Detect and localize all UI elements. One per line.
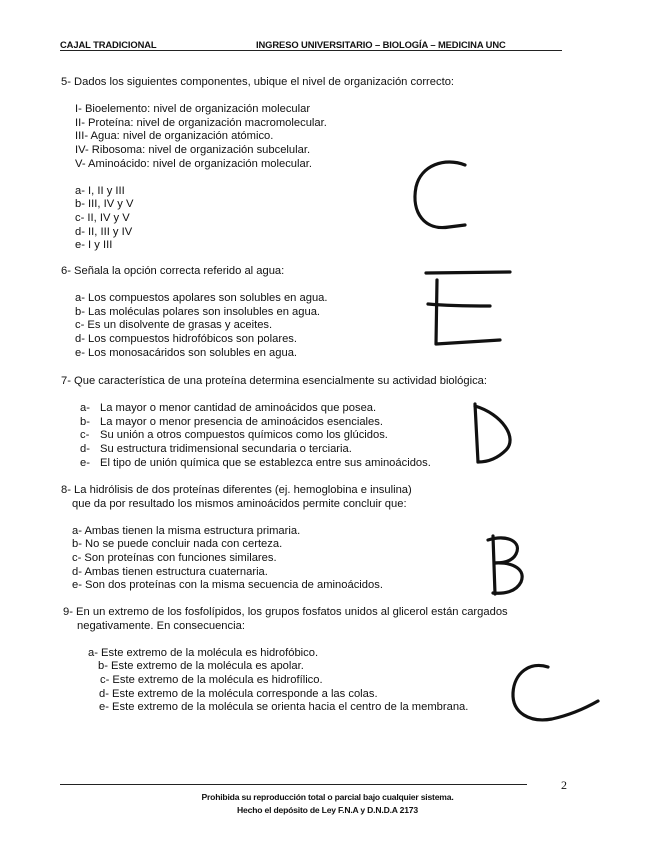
question-8-option-c: c- Son proteínas con funciones similares. — [72, 551, 277, 564]
handwritten-answer-q8 — [478, 532, 538, 602]
question-5-stem: 5- Dados los siguientes componentes, ubique el nivel de organización correcto: — [61, 76, 455, 88]
footer-line-1: Prohibida su reproducción total o parcial bajo cualquier sistema. — [201, 792, 454, 802]
question-5-option-c: c- II, IV y V — [75, 211, 130, 224]
question-7-option-c — [61, 429, 487, 443]
footer-divider — [60, 784, 527, 785]
question-8-option-d: d- Ambas tienen estructura cuaternaria. — [72, 565, 268, 578]
question-5-option-a: a- I, II y III — [75, 184, 125, 197]
question-5-option-e: e- I y III — [75, 239, 113, 252]
question-8 — [61, 484, 412, 593]
question-5-option-b: b- III, IV y V — [75, 198, 134, 211]
question-8-stem-line2: que da por resultado los mismos aminoácidos permite concluir que: — [72, 497, 407, 510]
option-letter: a- — [80, 402, 90, 415]
question-9-stem-line2: negativamente. En consecuencia: — [77, 619, 245, 632]
header-divider — [60, 50, 562, 51]
handwritten-answer-q7 — [462, 400, 522, 470]
question-6-option-e: e- Los monosacáridos son solubles en agua. — [75, 346, 298, 359]
footer-line-2: Hecho el depósito de Ley F.N.A y D.N.D.A 2173 — [237, 805, 418, 815]
question-9-option-b: b- Este extremo de la molécula es apolar. — [98, 660, 304, 673]
question-8-stem-line1: 8- La hidrólisis de dos proteínas diferentes (ej. hemoglobina e insulina) — [61, 484, 412, 496]
question-5-item: III- Agua: nivel de organización atómico. — [75, 130, 274, 143]
question-7-option-b — [61, 416, 487, 430]
question-6 — [61, 265, 328, 360]
handwritten-answer-q9 — [500, 655, 610, 735]
question-6-stem: 6- Señala la opción correcta referido al agua: — [61, 265, 285, 277]
header-center: INGRESO UNIVERSITARIO – BIOLOGÍA – MEDICINA UNC — [256, 39, 506, 50]
option-text: El tipo de unión química que se establezca entre sus aminoácidos. — [100, 456, 431, 469]
option-text: Su unión a otros compuestos químicos como los glúcidos. — [100, 429, 388, 442]
question-5-option-d: d- II, III y IV — [75, 225, 133, 238]
option-text: La mayor o menor presencia de aminoácidos esenciales. — [100, 415, 383, 428]
option-text: La mayor o menor cantidad de aminoácidos que posea. — [100, 402, 377, 415]
question-8-option-b: b- No se puede concluir nada con certeza. — [72, 538, 283, 551]
question-6-option-c: c- Es un disolvente de grasas y aceites. — [75, 319, 273, 332]
question-6-option-d: d- Los compuestos hidrofóbicos son polares. — [75, 332, 298, 345]
handwritten-answer-q6 — [420, 262, 520, 352]
question-9-option-e: e- Este extremo de la molécula se orienta hacia el centro de la membrana. — [99, 701, 469, 714]
question-9-option-d: d- Este extremo de la molécula corresponde a las colas. — [99, 687, 378, 700]
question-6-option-a: a- Los compuestos apolares son solubles en agua. — [75, 292, 328, 305]
question-5 — [61, 76, 454, 253]
question-7-option-a — [61, 402, 487, 416]
question-8-option-a: a- Ambas tienen la misma estructura primaria. — [72, 524, 301, 537]
question-5-item: II- Proteína: nivel de organización macromolecular. — [75, 116, 327, 129]
handwritten-answer-q5 — [405, 155, 485, 245]
question-5-item: V- Aminoácido: nivel de organización molecular. — [75, 157, 312, 170]
question-7-option-d — [61, 443, 487, 457]
option-letter: e- — [80, 456, 90, 469]
question-9 — [63, 606, 508, 715]
option-letter: b- — [80, 415, 90, 428]
question-7-stem: 7- Que característica de una proteína determina esencialmente su actividad biológica: — [61, 375, 487, 387]
option-letter: d- — [80, 442, 90, 455]
question-8-option-e: e- Son dos proteínas con la misma secuencia de aminoácidos. — [72, 579, 383, 592]
question-7 — [61, 375, 487, 470]
page-number: 2 — [561, 778, 567, 792]
question-5-item: IV- Ribosoma: nivel de organización subcelular. — [75, 143, 311, 156]
option-text: Su estructura tridimensional secundaria o terciaria. — [100, 442, 352, 455]
header-left: CAJAL TRADICIONAL — [60, 39, 157, 50]
question-9-stem-line1: 9- En un extremo de los fosfolípidos, los grupos fosfatos unidos al glicerol están cargados — [63, 606, 508, 618]
option-letter: c- — [80, 429, 90, 442]
question-5-item: I- Bioelemento: nivel de organización molecular — [75, 103, 311, 116]
question-6-option-b: b- Las moléculas polares son insolubles en agua. — [75, 305, 321, 318]
question-9-option-c: c- Este extremo de la molécula es hidrofílico. — [100, 673, 323, 686]
question-7-option-e — [61, 457, 487, 471]
question-9-option-a: a- Este extremo de la molécula es hidrofóbico. — [88, 646, 319, 659]
